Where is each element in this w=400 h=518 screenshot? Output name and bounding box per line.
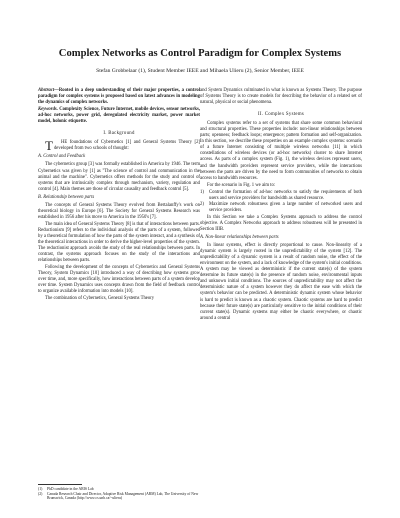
paragraph: Following the development of the concepts of Cybernetics and General Systems Theory, System Dynamics [10] introduced a way of describing how systems grow over time, and, more specifically, how interactions between parts of a system develop over time. System Dynamics uses concepts drawn from the field of feedback control to organize available information into models [10]. (38, 265, 200, 295)
abstract-label: Abstract (38, 88, 55, 93)
list-number: 1) (200, 189, 204, 195)
right-column (200, 88, 362, 323)
keywords-label: Keywords. (38, 107, 58, 113)
footnote-text: Canada Research Chair and Director, Adaptive Risk Management (ARM) Lab, The University of New Brunswick, Canada (http://www.cs.unb.ca/~ulieru) (47, 491, 199, 501)
paragraph: The cybernetics group [3] was formally established in America by 1946. The term Cybernetics was given by [1] as "The science of control and communication in the animal and the machine". Cybernetics offers methods for the study and control of systems that are intrinsically complex through mechanism, variety, regulation and control [4]. Main themes are those of circular causality and feedback control [5]. (38, 162, 200, 192)
paragraph: Complex systems refer to a set of systems that share some common behavioral and structural properties. These properties include: non-linear relationships between parts; openness; feedback loops; emergence; pattern formation and self-organization. In this section, we describe these properties on an example complex systems: scenario of a future Internet consisting of multiple wireless networks [11] in which constellations of wireless devices (or ad-hoc networks) cluster to share Internet access. As parts of a complex system (Fig. 1), the wireless devices represent users, and the bandwidth providers represent service providers, while the interactions between the parts are driven by the need to form communities of networks to obtain access to bandwidth resources. (200, 121, 362, 181)
keywords (38, 107, 200, 125)
list-item (200, 190, 362, 202)
paragraph: In this Section we take a Complex Systems approach to address the control objective. A Complex Networks approach to address robustness will be presented in Section IIIB. (200, 214, 362, 232)
paragraph: In linear systems, effect is directly proportional to cause. Non-linearity of a dynamic system is largely rooted in the unpredictability of the system [12]. The unpredictability of a dynamic system is a result of random noise, the effect of the environment on the system, and a lack of knowledge of the system's initial conditions. A system may be viewed as deterministic if the current state(s) of the system determine its future state(s) in the presence of random noise, environmental inputs and unknown initial conditions. The sources of unpredictability may not affect the deterministic nature of a system however they do affect the ease with which the system's behavior can be predicted. A deterministic dynamic system whose behavior is hard to predict is known as a chaotic system. Chaotic systems are hard to predict because their future state(s) are particularly sensitive to the initial conditions of their current state(s). Dynamic systems may either be chaotic everywhere, or chaotic around a central (200, 243, 362, 321)
abstract-text: —Rooted in a deep understanding of their major properties, a control paradigm for complex systems is proposed based on latest advances in modeling the dynamics of complex networks. (38, 88, 200, 106)
abstract (38, 88, 200, 106)
list-number: 2) (200, 201, 204, 207)
footnote-mark: (2) (38, 491, 43, 496)
list-text: Maximize network robustness given a large number of networked users and service providers. (209, 201, 362, 213)
footnote-mark: (1) (38, 487, 43, 491)
background-intro-text: HE foundations of Cybernetics [1] and General Systems Theory [2] developed from two schools of thought: (53, 140, 200, 152)
paragraph: The concepts of General Systems Theory evolved from Bertalanffy's work on theoretical biology in Europe [6]. The Society for General Systems Research was established in 1956 after his move to America in the 1950's [7]. (38, 202, 200, 220)
footnotes (38, 484, 200, 501)
drop-cap: T (45, 138, 53, 154)
list-text: Control the formation of ad-hoc networks to satisfy the requirements of both users and service providers for bandwidth as shared resource. (209, 189, 362, 201)
paragraph: and System Dynamics culminated in what is known as Systems Theory. The purpose of Systems Theory is to create models for describing the behavior of a related set of natural, physical or social phenomena. (200, 88, 362, 106)
subsection-heading-non-linear: A. Non-linear relationships between parts (200, 235, 279, 241)
paragraph: The main idea of General Systems Theory [8] is that of interactions between parts. Reductionism [9] refers to the individual analysis of the parts of a system, followed by a theoretical formulation of how the parts of the system interact, and a synthesis of the theoretical interactions in order to derive the higher-level properties of the system. The reductionist approach avoids the study of the real relationships between parts. In contrast, the systems approach focuses on the study of the interactions and relationships between parts. (38, 221, 200, 264)
paragraph: The combination of Cybernetics, General Systems Theory (45, 296, 155, 302)
footnote-rule (38, 484, 82, 485)
footnote-text: PhD candidate in the ARIS Lab (47, 487, 94, 491)
keywords-text: Complexity Science, Future Internet, mobile devices, sensor networks, ad-hoc networks, power grid, deregulated electricity market, power market model, holonic etiquette. (38, 107, 200, 125)
list-item (200, 202, 362, 214)
background-intro (38, 140, 200, 152)
subsection-heading-control-feedback: A. Control and Feedback (38, 154, 86, 160)
section-heading-complex-systems: II. Complex Systems (257, 112, 305, 118)
paper-authors: Stefan Grobbelaar (1), Student Member IEEE and Mihaela Ulieru (2), Senior Member, IEEE (96, 68, 304, 74)
paper-title: Complex Networks as Control Paradigm for Complex Systems (58, 48, 342, 59)
section-heading-background: I. Background (103, 131, 135, 137)
subsection-heading-relationship-parts: B. Relationship between parts (38, 194, 95, 200)
objectives-list (200, 190, 362, 214)
paragraph: For the scenario in Fig. 1 we aim to: (207, 182, 276, 188)
left-column (38, 88, 200, 304)
footnote (38, 492, 200, 501)
